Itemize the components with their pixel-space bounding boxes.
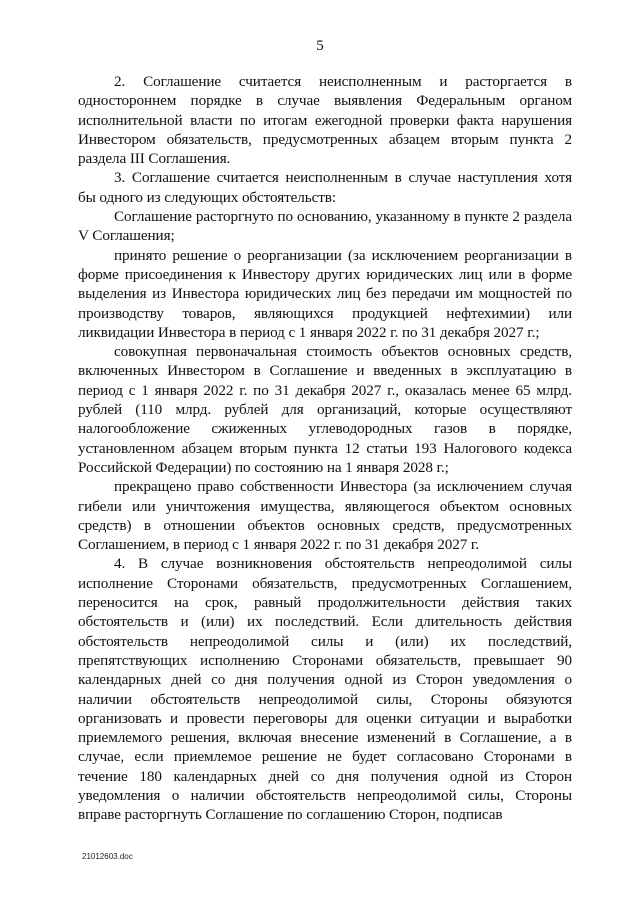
- paragraph-condition-termination: Соглашение расторгнуто по основанию, указанному в пункте 2 раздела V Соглашения;: [78, 208, 572, 245]
- paragraph-condition-ownership: прекращено право собственности Инвестора (за исключением случая гибели или уничтожения имущества, являющегося объектом основных средств) в отношении объектов основных средств, предусмотренных Соглашением, в период с 1 января 2022 г. по 31 декабря 2027 г.: [78, 478, 572, 554]
- paragraph-item-2: 2. Соглашение считается неисполненным и расторгается в одностороннем порядке в случае выявления Федеральным органом исполнительной власти по итогам ежегодной проверки факта нарушения Инвестором обязательств, предусмотренных абзацем вторым пункта 2 раздела III Соглашения.: [78, 73, 572, 168]
- paragraph-item-3: 3. Соглашение считается неисполненным в случае наступления хотя бы одного из следующих обстоятельств:: [78, 169, 572, 206]
- paragraph-condition-asset-value: совокупная первоначальная стоимость объектов основных средств, включенных Инвестором в Соглашение и введенных в эксплуатацию в период с 1 января 2022 г. по 31 декабря 2027 г., оказалась менее 65 млрд. рублей (110 млрд. рублей для организаций, которые осуществляют налогообложение сжиженных углеводородных газов в порядке, установленном абзацем вторым пункта 12 статьи 193 Налогового кодекса Российской Федерации) по состоянию на 1 января 2028 г.;: [78, 343, 572, 476]
- document-body: [78, 72, 572, 825]
- footer-filename: 21012603.doc: [82, 852, 133, 861]
- paragraph-item-4: 4. В случае возникновения обстоятельств непреодолимой силы исполнение Сторонами обязательств, предусмотренных Соглашением, переносится на срок, равный продолжительности действия таких обстоятельств и (или) их последствий. Если длительность действия обстоятельств непреодолимой силы и (или) их последствий, препятствующих исполнению Сторонами обязательств, превышает 90 календарных дней со дня получения одной из Сторон уведомления о наличии обстоятельств непреодолимой силы, Стороны обязуются организовать и провести переговоры для оценки ситуации и выработки приемлемого решения, включая внесение изменений в Соглашение, а в случае, если приемлемое решение не будет согласовано Сторонами в течение 180 календарных дней со дня получения одной из Сторон уведомления о наличии обстоятельств непреодолимой силы, Стороны вправе расторгнуть Соглашение по соглашению Сторон, подписав: [78, 555, 572, 824]
- paragraph-condition-reorganization: принято решение о реорганизации (за исключением реорганизации в форме присоединения к Инвестору других юридических лиц или в форме выделения из Инвестора юридических лиц без передачи им мощностей по производству товаров, являющихся продукцией нефтехимии) или ликвидации Инвестора в период с 1 января 2022 г. по 31 декабря 2027 г.;: [78, 246, 572, 341]
- page-number: 5: [316, 38, 324, 54]
